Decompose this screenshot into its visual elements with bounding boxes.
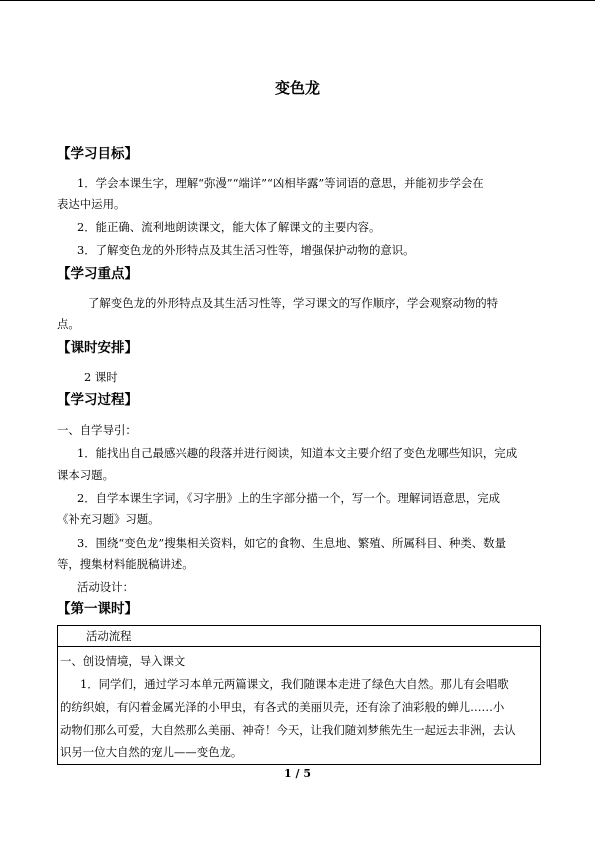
table-line-2: 1．同学们，通过学习本单元两篇课文，我们随课本走进了绿色大自然。那儿有会唱歌 xyxy=(80,677,509,691)
process-line-6: 3．围绕“变色龙”搜集相关资料，如它的食物、生息地、繁殖、所属科目、种类、数量 xyxy=(77,536,506,550)
process-line-4: 2．自学本课生字词，《习字册》上的生字部分描一个，写一个。理解词语意思，完成 xyxy=(77,491,501,505)
process-line-1: 一、自学导引： xyxy=(57,423,137,437)
section-heading-goals: 【学习目标】 xyxy=(57,146,138,162)
process-line-5: 《补充习题》习题。 xyxy=(57,512,160,526)
focus-line-2: 点。 xyxy=(57,317,80,331)
activity-table xyxy=(57,625,541,765)
section-heading-schedule: 【课时安排】 xyxy=(57,340,138,356)
table-line-3: 的纺织娘，有闪着金属光泽的小甲虫，有各式的美丽贝壳，还有涂了油彩般的蝉儿……小 xyxy=(60,700,505,714)
goals-line-1: 1．学会本课生字，理解“弥漫”“端详”“凶相毕露”等词语的意思，并能初步学会在 xyxy=(77,176,484,190)
process-line-3: 课本习题。 xyxy=(57,468,114,482)
process-line-7: 等，搜集材料能脱稿讲述。 xyxy=(57,557,194,571)
table-row-divider xyxy=(58,646,540,647)
table-line-4: 动物们那么可爱，大自然那么美丽、神奇！今天，让我们随刘梦熊先生一起远去非洲，去认 xyxy=(60,723,516,737)
process-line-8: 活动设计： xyxy=(77,580,134,594)
section-heading-focus: 【学习重点】 xyxy=(57,266,138,282)
table-line-5: 识另一位大自然的宠儿——变色龙。 xyxy=(60,745,243,759)
goals-line-3: 2．能正确、流利地朗读课文，能大体了解课文的主要内容。 xyxy=(77,220,381,234)
process-line-2: 1．能找出自己最感兴趣的段落并进行阅读，知道本文主要介绍了变色龙哪些知识，完成 xyxy=(77,446,518,460)
page-title: 变色龙 xyxy=(274,79,320,97)
goals-line-2: 表达中运用。 xyxy=(57,197,126,211)
focus-line-1: 了解变色龙的外形特点及其生活习性等，学习课文的写作顺序，学会观察动物的特 xyxy=(88,296,499,310)
table-line-1: 一、创设情境，导入课文 xyxy=(60,654,186,668)
goals-line-4: 3．了解变色龙的外形特点及其生活习性等，增强保护动物的意识。 xyxy=(77,243,415,257)
page-number: 1 / 5 xyxy=(284,767,311,780)
section-heading-process: 【学习过程】 xyxy=(57,392,138,408)
table-header: 活动流程 xyxy=(86,629,132,643)
schedule-line-1: 2 课时 xyxy=(84,370,118,384)
top-border-line xyxy=(0,0,595,1)
section-heading-lesson1: 【第一课时】 xyxy=(57,601,138,617)
